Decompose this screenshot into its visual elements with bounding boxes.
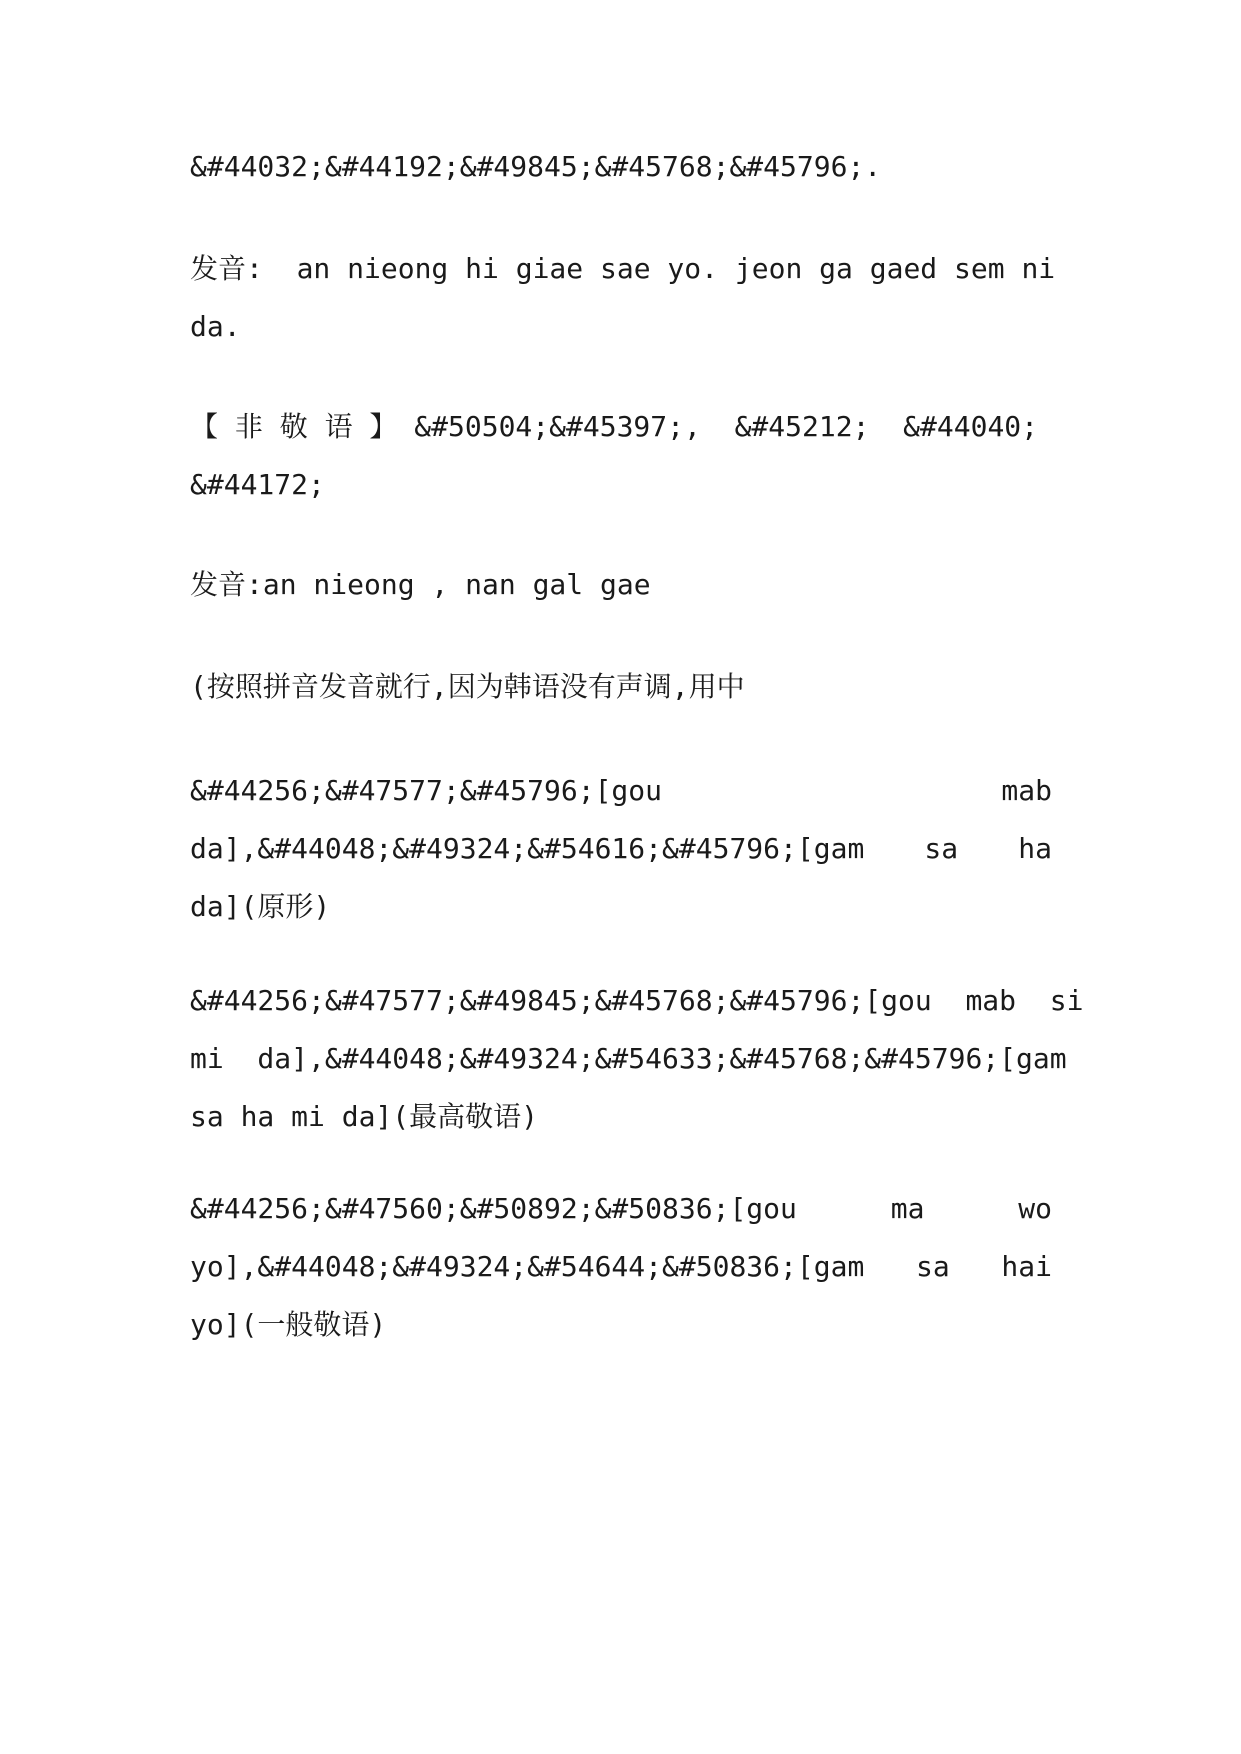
text-line: yo](一般敬语): [190, 1308, 387, 1341]
paragraph-2: [190, 240, 1056, 356]
text-line: da.: [190, 310, 241, 343]
text-line: &#44256;&#47577;&#49845;&#45768;&#45796;[gou mab si: [190, 984, 1084, 1017]
text-line: 发音: an nieong hi giae sae yo. jeon ga gaed sem ni: [190, 252, 1056, 285]
justified-line: [190, 820, 1052, 878]
text-line: sa ha mi da](最高敬语): [190, 1100, 539, 1133]
text-segment: sa: [924, 832, 959, 865]
text-segment: &#44256;&#47560;&#50892;&#50836;[gou: [190, 1192, 797, 1225]
text-segment: wo: [1018, 1192, 1052, 1225]
paragraph-6: [190, 762, 1052, 936]
text-line: 【 非 敬 语 】 &#50504;&#45397;, &#45212; &#44040;: [190, 410, 1039, 443]
paragraph-7: [190, 972, 1084, 1146]
text-segment: hai: [1001, 1250, 1052, 1283]
text-line: (按照拼音发音就行,因为韩语没有声调,用中: [190, 670, 745, 703]
justified-line: [190, 1238, 1052, 1296]
text-segment: yo],&#44048;&#49324;&#54644;&#50836;[gam: [190, 1250, 865, 1283]
text-segment: ma: [890, 1192, 925, 1225]
paragraph-1: [190, 138, 1052, 196]
paragraph-5: [190, 658, 1052, 716]
justified-line: [190, 762, 1052, 820]
justified-line: [190, 1180, 1052, 1238]
text-line: 发音:an nieong , nan gal gae: [190, 568, 651, 601]
text-segment: sa: [916, 1250, 950, 1283]
text-segment: &#44256;&#47577;&#45796;[gou: [190, 774, 663, 807]
paragraph-4: [190, 556, 1052, 614]
text-segment: da],&#44048;&#49324;&#54616;&#45796;[gam: [190, 832, 865, 865]
paragraph-3: [190, 398, 1052, 514]
text-line: &#44172;: [190, 468, 325, 501]
text-line: &#44032;&#44192;&#49845;&#45768;&#45796;.: [190, 150, 882, 183]
paragraph-8: [190, 1180, 1052, 1354]
text-line: mi da],&#44048;&#49324;&#54633;&#45768;&#45796;[gam: [190, 1042, 1067, 1075]
text-segment: ha: [1018, 832, 1052, 865]
text-segment: mab: [1001, 774, 1052, 807]
text-line: da](原形): [190, 890, 331, 923]
